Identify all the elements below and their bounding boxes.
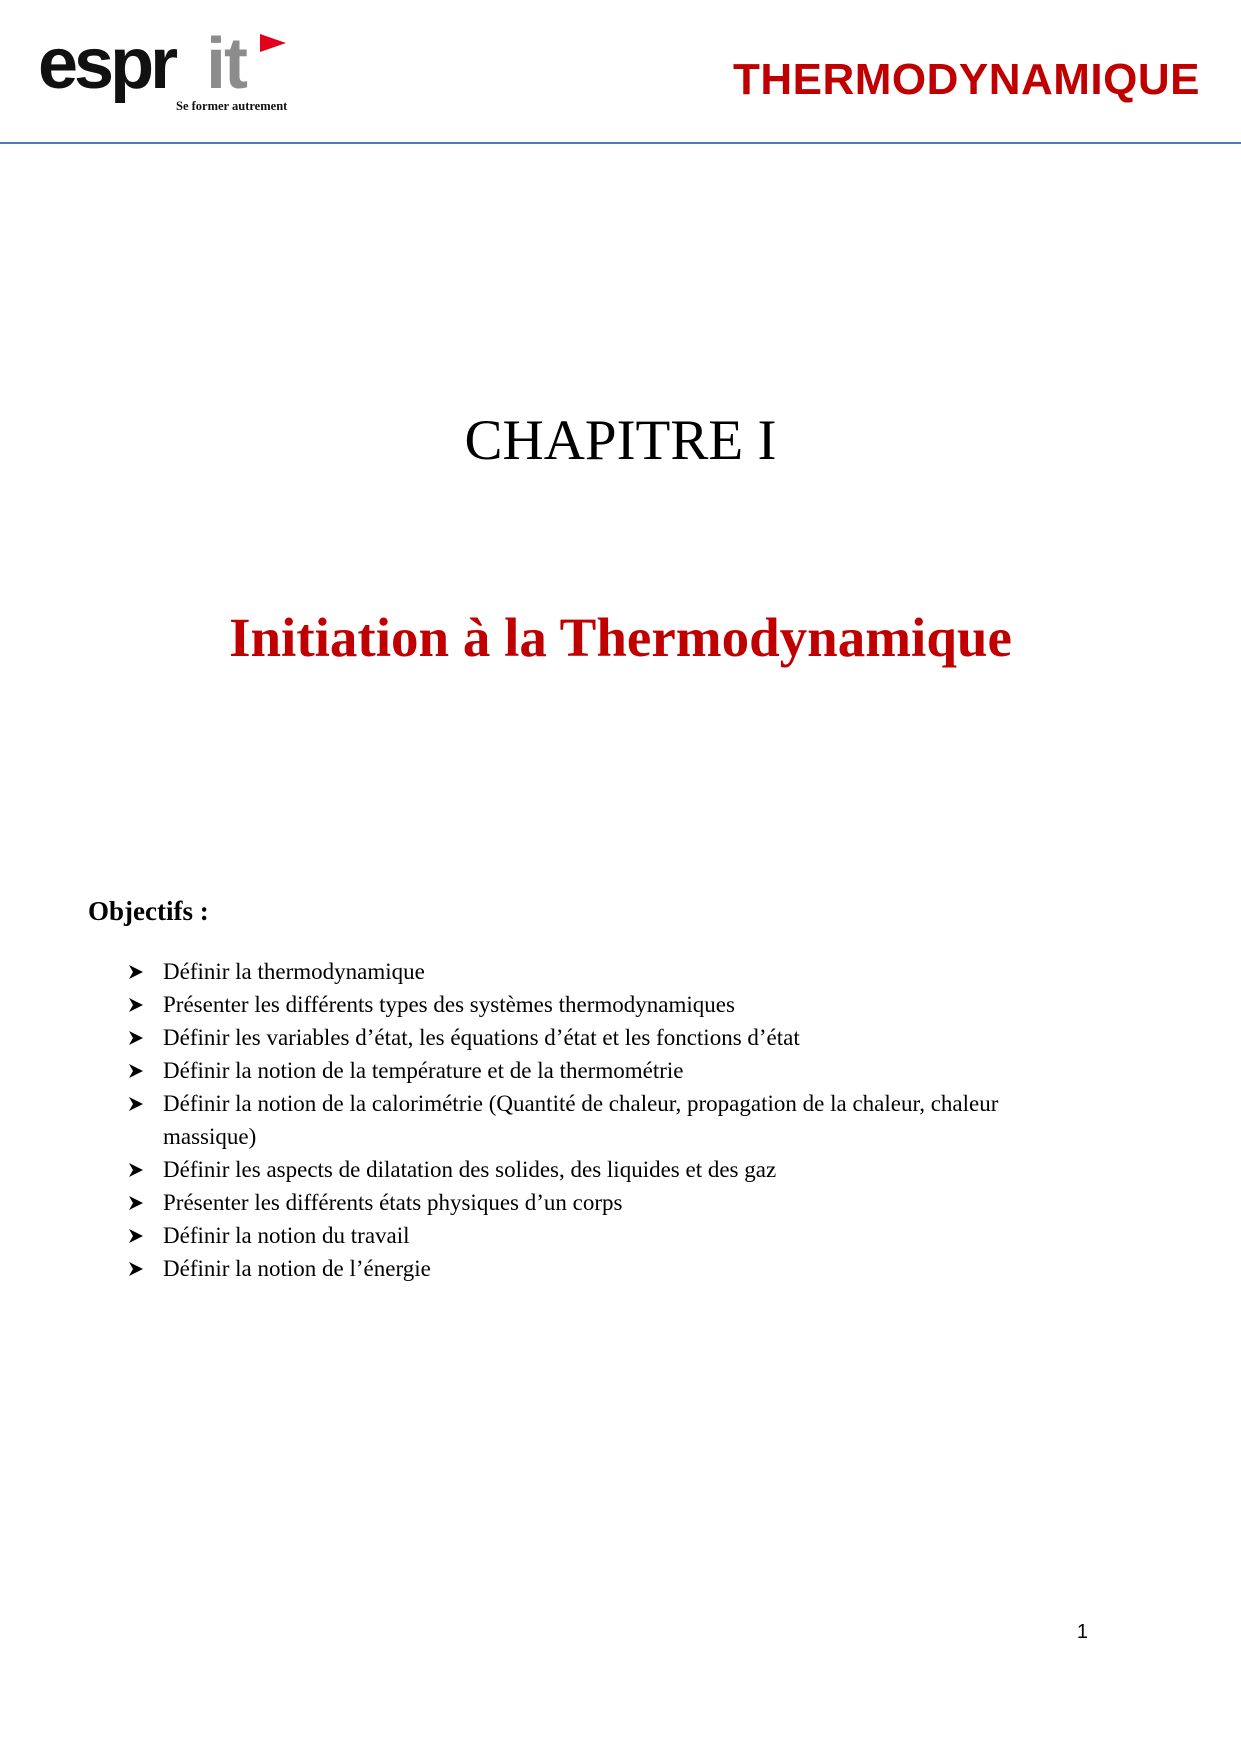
objective-item xyxy=(128,988,1088,1021)
objectives-heading: Objectifs : xyxy=(88,896,209,926)
objective-text: Définir les aspects de dilatation des solides, des liquides et des gaz xyxy=(163,1157,777,1182)
chapter-number: CHAPITRE I xyxy=(464,409,777,472)
esprit-logo-graphic xyxy=(38,26,358,126)
objective-item xyxy=(128,1021,1088,1054)
page-number: 1 xyxy=(1076,1621,1088,1643)
objective-text: Définir la notion de la température et de la thermométrie xyxy=(163,1058,684,1083)
objectives-list xyxy=(128,955,1088,1285)
arrowhead-bullet-icon xyxy=(128,1021,148,1054)
objective-text: Présenter les différents états physiques d’un corps xyxy=(163,1190,623,1215)
svg-text:Se former autrement: Se former autrement xyxy=(176,99,288,113)
objective-item xyxy=(128,1087,1088,1153)
svg-text:espr: espr xyxy=(38,26,175,104)
objective-item xyxy=(128,955,1088,988)
objective-item xyxy=(128,1186,1088,1219)
arrowhead-bullet-icon xyxy=(128,1252,148,1285)
objective-text: Définir la notion du travail xyxy=(163,1223,410,1248)
arrowhead-bullet-icon xyxy=(128,1186,148,1219)
objective-item xyxy=(128,1219,1088,1252)
chapter-title: Initiation à la Thermodynamique xyxy=(229,607,1012,668)
esprit-logo xyxy=(38,26,358,126)
header-divider xyxy=(0,142,1241,144)
objective-text: Définir la notion de l’énergie xyxy=(163,1256,431,1281)
objective-item xyxy=(128,1252,1088,1285)
objective-item xyxy=(128,1153,1088,1186)
objective-text: Définir la thermodynamique xyxy=(163,959,425,984)
arrowhead-bullet-icon xyxy=(128,955,148,988)
objective-text: Définir les variables d’état, les équations d’état et les fonctions d’état xyxy=(163,1025,800,1050)
objective-text: Présenter les différents types des systèmes thermodynamiques xyxy=(163,992,735,1017)
svg-text:it: it xyxy=(206,26,246,104)
header-title: THERMODYNAMIQUE xyxy=(732,55,1200,104)
objective-text: Définir la notion de la calorimétrie (Quantité de chaleur, propagation de la chaleur, chaleur massique) xyxy=(163,1091,999,1149)
arrowhead-bullet-icon xyxy=(128,988,148,1021)
arrowhead-bullet-icon xyxy=(128,1054,148,1087)
objective-item xyxy=(128,1054,1088,1087)
arrowhead-bullet-icon xyxy=(128,1219,148,1252)
arrowhead-bullet-icon xyxy=(128,1153,148,1186)
arrowhead-bullet-icon xyxy=(128,1087,148,1120)
